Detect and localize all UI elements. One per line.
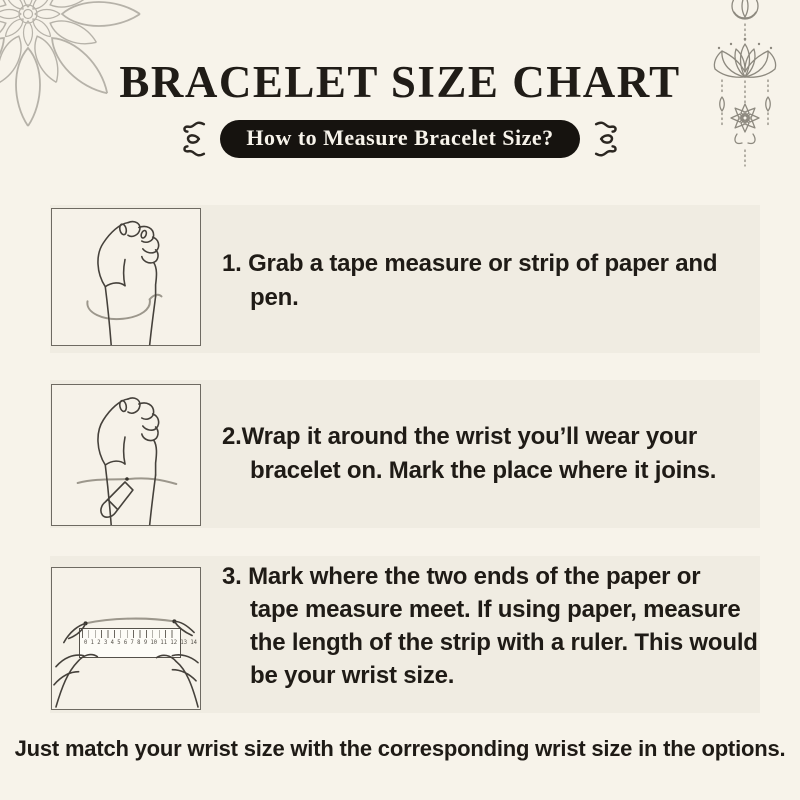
- footer-note: Just match your wrist size with the corresponding wrist size in the options.: [14, 736, 786, 761]
- step-line: 3. Mark where the two ends of the paper or: [222, 563, 701, 590]
- step-line: bracelet on. Mark the place where it joins.: [250, 457, 717, 484]
- step-line: pen.: [250, 284, 299, 311]
- step1-text: [222, 247, 717, 315]
- step-line: be your wrist size.: [250, 662, 455, 689]
- subtitle-row: [0, 118, 800, 160]
- flourish-right-icon: [591, 116, 621, 162]
- step-line: 1. Grab a tape measure or strip of paper and: [222, 250, 718, 277]
- flourish-left-icon: [179, 116, 209, 162]
- subtitle-badge: How to Measure Bracelet Size?: [220, 120, 579, 158]
- step3-illustration-box: [51, 567, 201, 710]
- step-line: the length of the strip with a ruler. This would: [250, 629, 758, 656]
- hand-with-tape-illustration: [52, 209, 200, 345]
- page-title: BRACELET SIZE CHART: [119, 57, 681, 107]
- hands-ruler-measuring-illustration: [52, 568, 200, 709]
- step-line: 2.Wrap it around the wrist you’ll wear your: [222, 423, 698, 450]
- step-line: tape measure meet. If using paper, measure: [250, 596, 741, 623]
- step1-illustration-box: [51, 208, 201, 346]
- ruler-numbers: 0 1 2 3 4 5 6 7 8 9 10 11 12 13 14: [84, 639, 198, 646]
- step2-text: [222, 420, 716, 488]
- step3-text: [222, 560, 758, 692]
- pen-marking-wrist-illustration: [52, 385, 200, 525]
- step2-illustration-box: [51, 384, 201, 526]
